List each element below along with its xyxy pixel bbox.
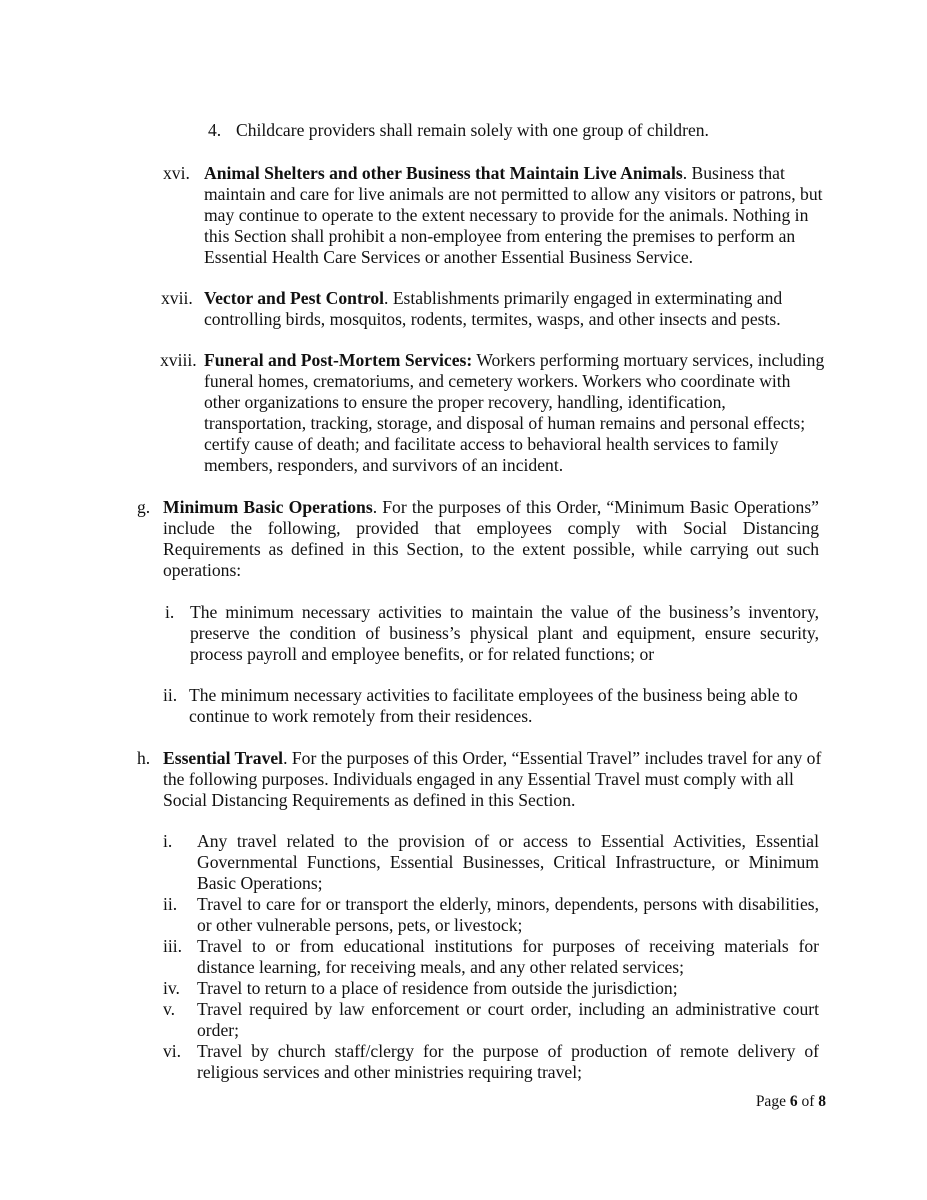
section-letter: g.: [137, 497, 151, 517]
section-heading: Vector and Pest Control: [204, 288, 385, 308]
section-number: xvi.: [163, 163, 190, 183]
page-footer: [700, 1091, 826, 1112]
item-number: i.: [165, 602, 175, 622]
section-paragraph: [163, 748, 823, 811]
item-text: Travel to return to a place of residence from outside the jurisdiction;: [197, 978, 678, 998]
section-paragraph: [204, 288, 829, 330]
item-number: 4.: [208, 120, 222, 140]
section-body: . Establishments primarily engaged in exterminating and controlling birds, mosquitos, rodents, termites, wasps, and other insects and pests.: [204, 288, 783, 329]
item-number: ii.: [163, 685, 178, 705]
section-number: xviii.: [160, 350, 197, 370]
item-number: iv.: [163, 978, 180, 998]
section-letter: h.: [137, 748, 151, 768]
section-paragraph: [163, 497, 819, 581]
section-heading: Essential Travel: [163, 748, 284, 768]
section-heading: Funeral and Post-Mortem Services:: [204, 350, 473, 370]
item-text: Travel to care for or transport the elderly, minors, dependents, persons with disabilities, or other vulnerable persons, pets, or livestock;: [197, 894, 819, 935]
section-body: . For the purposes of this Order, “Minimum Basic Operations” include the following, provided that employees comply with Social Distancing Requirements as defined in this Section, to the extent possible, while carrying out such operations:: [163, 497, 819, 580]
page-label: Page: [755, 1093, 786, 1110]
section-body: . Business that maintain and care for live animals are not permitted to allow any visitors or patrons, but may continue to operate to the extent necessary to provide for the animals. Nothing in this Section shall prohibit a non-employee from entering the premises to perform an Essential Health Care Services or another Essential Business Service.: [204, 163, 823, 267]
item-text: Childcare providers shall remain solely with one group of children.: [236, 120, 709, 140]
section-heading: Animal Shelters and other Business that Maintain Live Animals: [204, 163, 683, 183]
item-text: Any travel related to the provision of or access to Essential Activities, Essential Governmental Functions, Essential Businesses, Critical Infrastructure, or Minimum Basic Operations;: [197, 831, 819, 893]
item-number: iii.: [163, 936, 183, 956]
section-body: . For the purposes of this Order, “Essential Travel” includes travel for any of the following purposes. Individuals engaged in any Essential Travel must comply with all Social Distancing Requirements as defined in this Section.: [163, 748, 822, 810]
item-text: The minimum necessary activities to maintain the value of the business’s inventory, preserve the condition of business’s physical plant and equipment, ensure security, process payroll and employee benefits, or for related functions; or: [190, 602, 819, 664]
item-text: Travel to or from educational institutions for purposes of receiving materials for distance learning, for receiving meals, and any other related services;: [197, 936, 819, 977]
section-heading: Minimum Basic Operations: [163, 497, 373, 517]
item-number: ii.: [163, 894, 178, 914]
item-number: vi.: [163, 1041, 182, 1061]
section-paragraph: [204, 350, 829, 476]
item-number: i.: [163, 831, 173, 851]
section-body: Workers performing mortuary services, including funeral homes, crematoriums, and cemetery workers. Workers who coordinate with other organizations to ensure the proper recovery, handling, identification, transportation, tracking, storage, and disposal of human remains and personal effects; certify cause of death; and facilitate access to behavioral health services to family members, responders, and survivors of an incident.: [204, 350, 825, 475]
section-number: xvii.: [161, 288, 193, 308]
of-label: of: [801, 1093, 815, 1110]
item-text: Travel required by law enforcement or court order, including an administrative court order;: [197, 999, 819, 1040]
item-number: v.: [163, 999, 176, 1019]
item-text: Travel by church staff/clergy for the purpose of production of remote delivery of religious services and other ministries requiring travel;: [197, 1041, 819, 1082]
total-pages: 8: [818, 1093, 826, 1110]
section-paragraph: [204, 163, 829, 268]
item-text: The minimum necessary activities to facilitate employees of the business being able to continue to work remotely from their residences.: [189, 685, 798, 726]
page-number: 6: [789, 1093, 798, 1110]
